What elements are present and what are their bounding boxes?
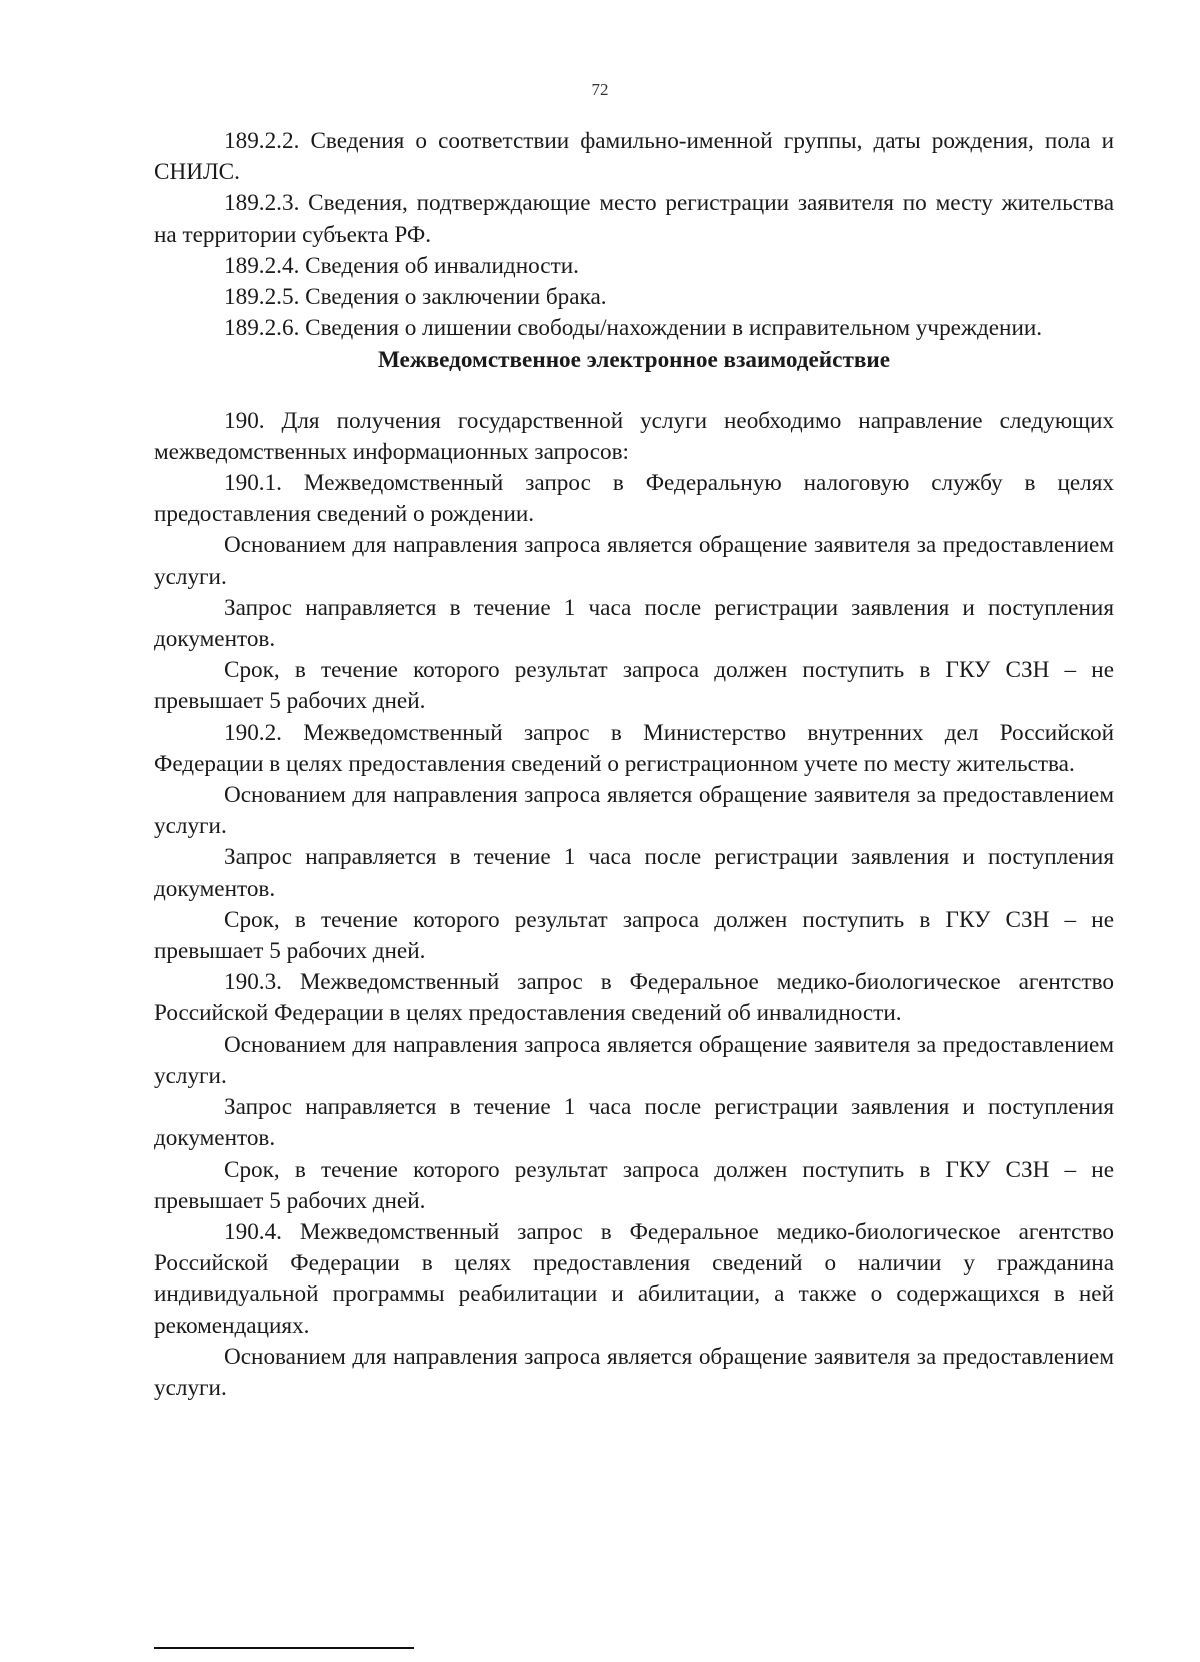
paragraph-190-2: 190.2. Межведомственный запрос в Министерство внутренних дел Российской Федерации в целях предоставления сведений о регистрационном учете по месту жительства. (154, 719, 1114, 777)
paragraph-190-4: 190.4. Межведомственный запрос в Федеральное медико-биологическое агентство Российской Федерации в целях предоставления сведений о наличии у гражданина индивидуальной программы реабилитации и абилитации, а также о содержащихся в ней рекомендациях. (154, 1218, 1114, 1339)
paragraph-190-2-deadline: Срок, в течение которого результат запроса должен поступить в ГКУ СЗН – не превышает 5 рабочих дней. (154, 906, 1114, 965)
footnote-divider (154, 1647, 414, 1649)
paragraph-190-2-basis: Основанием для направления запроса является обращение заявителя за предоставлением услуги. (154, 782, 1114, 840)
paragraph-190-2-timing: Запрос направляется в течение 1 часа после регистрации заявления и поступления документов. (154, 844, 1114, 902)
section-heading: Межведомственное электронное взаимодействие (377, 347, 891, 374)
paragraph-190-3-basis: Основанием для направления запроса является обращение заявителя за предоставлением услуги. (154, 1031, 1114, 1089)
paragraph-190-1-basis: Основанием для направления запроса является обращение заявителя за предоставлением услуги. (154, 532, 1114, 590)
paragraph-190: 190. Для получения государственной услуги необходимо направление следующих межведомственных информационных запросов: (154, 407, 1114, 465)
paragraph-190-3-timing: Запрос направляется в течение 1 часа после регистрации заявления и поступления документов. (154, 1094, 1114, 1152)
paragraph-190-4-basis: Основанием для направления запроса является обращение заявителя за предоставлением услуги. (154, 1343, 1114, 1401)
paragraph-190-1-deadline: Срок, в течение которого результат запроса должен поступить в ГКУ СЗН – не превышает 5 рабочих дней. (154, 657, 1114, 715)
paragraph-190-1-timing: Запрос направляется в течение 1 часа после регистрации заявления и поступления документов. (154, 594, 1114, 653)
paragraph-189-2-2: 189.2.2. Сведения о соответствии фамильно-именной группы, даты рождения, пола и СНИЛС. (154, 128, 1114, 186)
paragraph-190-1: 190.1. Межведомственный запрос в Федеральную налоговую службу в целях предоставления сведений о рождении. (154, 470, 1114, 528)
paragraph-190-3-deadline: Срок, в течение которого результат запроса должен поступить в ГКУ СЗН – не превышает 5 рабочих дней. (154, 1156, 1114, 1214)
paragraph-189-2-3: 189.2.3. Сведения, подтверждающие место регистрации заявителя по месту жительства на территории субъекта РФ. (154, 190, 1114, 248)
document-body (154, 126, 1114, 1404)
page-number: 72 (591, 80, 609, 99)
paragraph-189-2-5: 189.2.5. Сведения о заключении брака. (224, 284, 607, 311)
paragraph-190-3: 190.3. Межведомственный запрос в Федеральное медико-биологическое агентство Российской Федерации в целях предоставления сведений об инвалидности. (154, 969, 1114, 1027)
paragraph-189-2-4: 189.2.4. Сведения об инвалидности. (224, 252, 579, 279)
paragraph-189-2-6: 189.2.6. Сведения о лишении свободы/нахождении в исправительном учреждении. (224, 315, 1043, 342)
